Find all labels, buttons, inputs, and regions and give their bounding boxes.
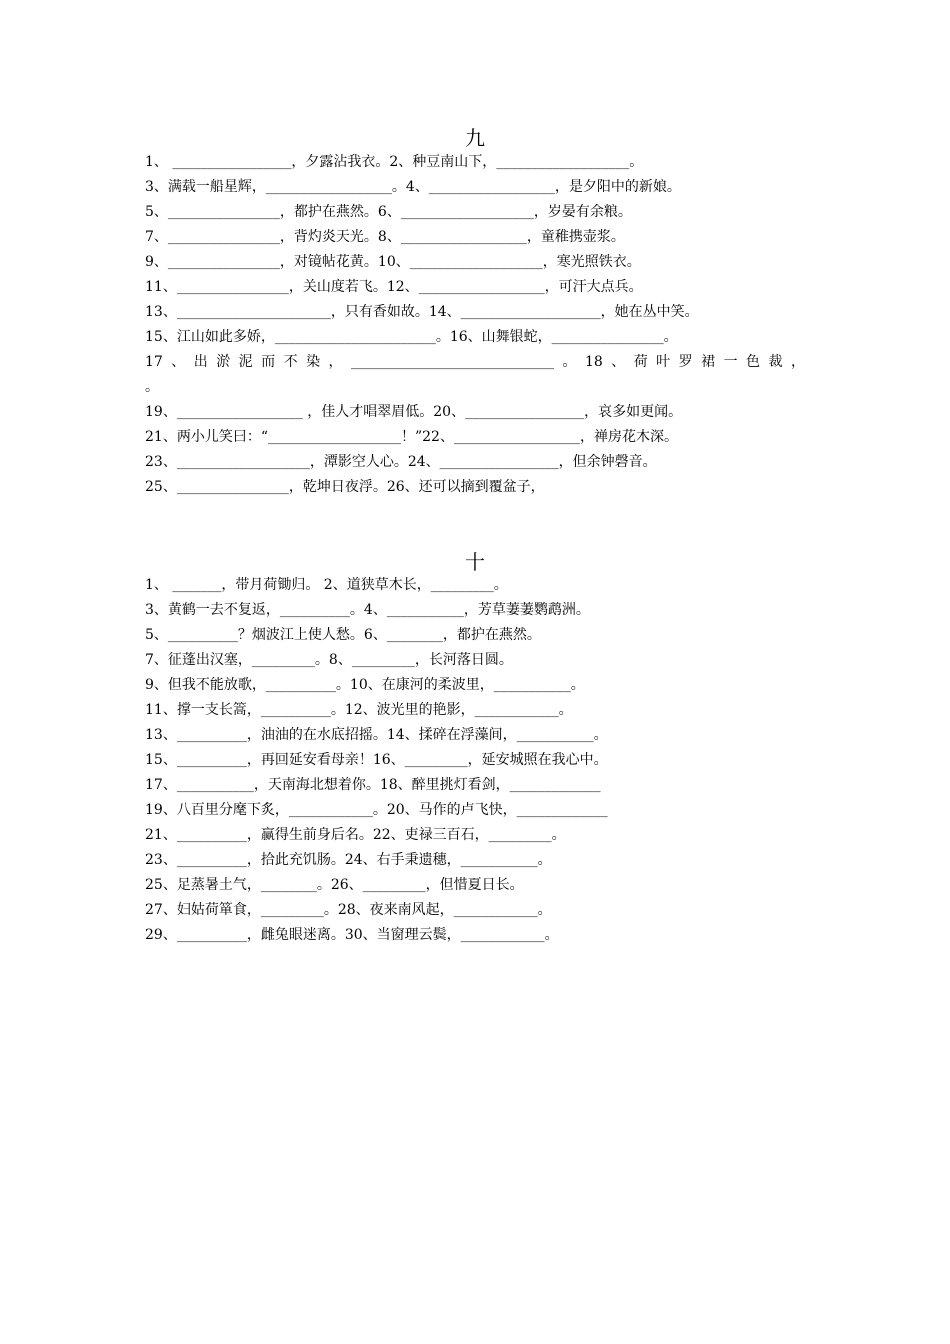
section-10-lines [145,573,805,948]
question-line: 13、______________________，只有香如故。14、____________________，她在丛中笑。 [145,304,699,320]
question-line: 5、________________，都护在燕然。6、___________________，岁晏有余粮。 [145,204,632,220]
question-line: 。 [145,379,159,395]
section-title-10: 十 [465,550,485,574]
question-line: 25、________________，乾坤日夜浮。26、还可以摘到覆盆子， [145,479,545,495]
question-line: 15、__________，再回延安看母亲！16、_________，延安城照在我心中。 [145,752,608,768]
question-line: 13、__________，油油的在水底招摇。14、揉碎在浮藻间，___________。 [145,727,608,743]
section-title-9: 九 [465,126,485,150]
question-line: 15、江山如此多娇，_______________________。16、山舞银蛇，________________。 [145,329,678,345]
question-line: 17、___________，天南海北想着你。18、醉里挑灯看剑，_____________ [145,777,601,793]
question-line: 5、__________？烟波江上使人愁。6、________，都护在燕然。 [145,627,541,643]
question-line: 23、___________________，潭影空人心。24、_________________，但余钟磬音。 [145,454,657,470]
question-line: 9、但我不能放歌，__________。10、在康河的柔波里，___________。 [145,677,585,693]
question-line: 3、黄鹤一去不复返，__________。4、___________，芳草萋萋鹦鹉洲。 [145,602,590,618]
question-line: 17、出淤泥而不染，_____________________________。18、荷叶罗裙一色裁， [145,354,805,370]
question-line: 21、两小儿笑曰：“___________________！”22、__________________，禅房花木深。 [145,429,678,445]
question-line: 27、妇姑荷箪食，_________。28、夜来南风起，____________。 [145,902,552,918]
question-line: 29、__________，雌兔眼迷离。30、当窗理云鬓，____________。 [145,927,559,943]
question-line: 9、________________，对镜帖花黄。10、___________________，寒光照铁衣。 [145,254,641,270]
question-line: 7、征蓬出汉塞，_________。8、_________，长河落日圆。 [145,652,513,668]
question-line: 11、________________，关山度若飞。12、__________________，可汗大点兵。 [145,279,643,295]
section-9-lines [145,150,805,500]
question-line: 25、足蒸暑土气，________。26、_________，但惜夏日长。 [145,877,524,893]
question-line: 19、八百里分麾下炙，____________。20、马作的卢飞快，_____________ [145,802,608,818]
question-line: 21、__________，赢得生前身后名。22、吏禄三百石，_________。 [145,827,566,843]
question-line: 1、 _______，带月荷锄归。 2、道狭草木长，_________。 [145,577,508,593]
question-line: 19、__________________ ，佳人才唱翠眉低。20、_________________，哀多如更闻。 [145,404,683,420]
question-line: 11、撑一支长篙，__________。12、波光里的艳影，____________。 [145,702,573,718]
question-line: 23、__________，拾此充饥肠。24、右手秉遗穗，___________。 [145,852,552,868]
question-line: 3、满载一船星辉，__________________。4、__________________，是夕阳中的新娘。 [145,179,681,195]
question-line: 1、 _________________，夕露沾我衣。2、种豆南山下，___________________。 [145,154,644,170]
question-line: 7、________________，背灼炎天光。8、__________________，童稚携壶浆。 [145,229,625,245]
